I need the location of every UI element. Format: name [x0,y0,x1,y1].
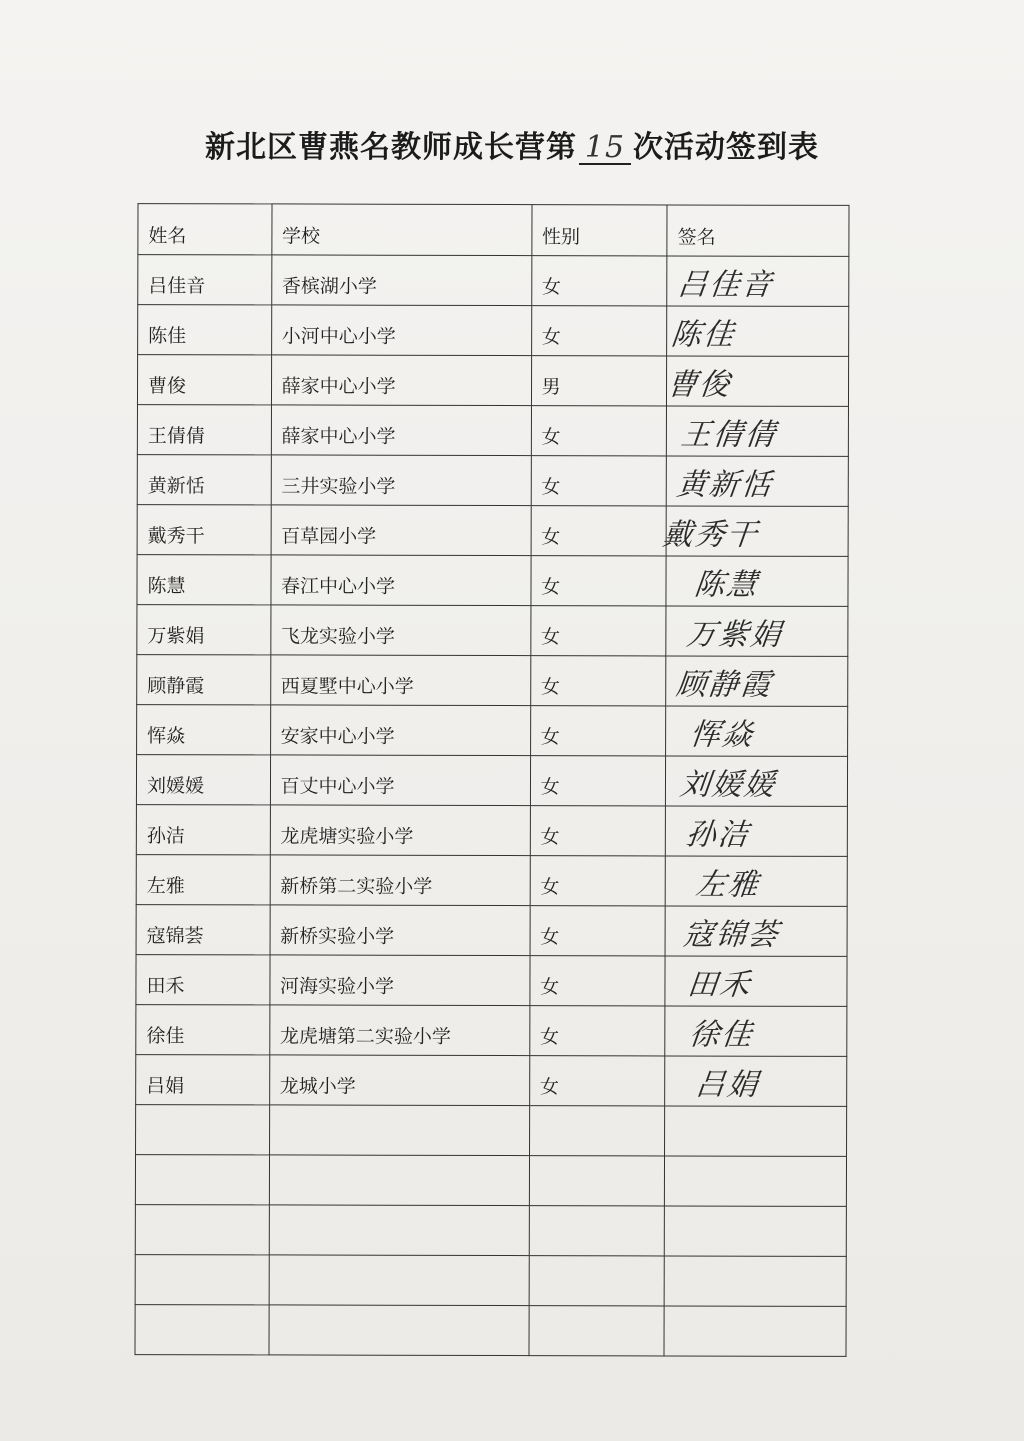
cell-school: 香槟湖小学 [271,255,531,306]
empty-cell [136,1105,270,1155]
title-prefix: 新北区曹燕名教师成长营第 [205,130,577,165]
cell-signature [665,906,847,956]
cell-gender: 女 [530,906,666,956]
handwritten-signature: 顾静霞 [674,667,775,703]
cell-signature [667,306,849,356]
cell-signature [665,1006,847,1056]
cell-name: 万紫娟 [137,605,271,655]
handwritten-signature: 吕娟 [693,1067,762,1103]
cell-school: 春江中心小学 [271,555,531,606]
table-row [136,755,847,807]
empty-cell [135,1155,269,1205]
header-signature: 签名 [667,205,849,256]
cell-gender: 女 [531,506,667,556]
empty-table-row [135,1155,846,1207]
cell-name: 徐佳 [136,1005,270,1055]
title-suffix: 次活动签到表 [633,130,819,165]
table-row [137,655,848,707]
handwritten-signature: 寇锦荟 [681,917,782,953]
cell-school: 龙虎塘实验小学 [270,805,530,856]
cell-school: 百草园小学 [271,505,531,556]
empty-cell [529,1256,665,1306]
table-row [136,1055,847,1107]
handwritten-signature: 王倩倩 [679,417,780,453]
sign-in-table [134,203,849,1357]
table-header-row [138,204,849,257]
cell-school: 龙城小学 [269,1055,529,1106]
cell-gender: 女 [530,806,666,856]
cell-gender: 女 [531,306,667,356]
cell-school: 新桥第二实验小学 [270,855,530,906]
cell-name: 左雅 [136,855,270,905]
handwritten-signature: 恽焱 [688,717,757,753]
cell-gender: 女 [530,606,666,656]
handwritten-signature: 曹俊 [665,367,734,403]
table-row [136,855,847,907]
table-row [138,305,849,357]
cell-name: 曹俊 [137,355,271,405]
cell-gender: 女 [531,256,667,306]
cell-signature [666,756,848,806]
handwritten-signature: 戴秀干 [661,517,761,553]
empty-cell [135,1255,269,1305]
empty-cell [135,1305,269,1355]
cell-gender: 女 [530,856,666,906]
empty-cell [529,1106,665,1156]
cell-name: 吕佳音 [138,255,272,305]
handwritten-signature: 陈佳 [669,317,738,353]
handwritten-signature: 万紫娟 [684,617,785,653]
empty-cell [269,1155,529,1206]
empty-cell [269,1255,529,1306]
empty-cell [529,1206,665,1256]
table-row [136,955,847,1007]
empty-cell [269,1105,529,1156]
table-row [137,455,848,507]
cell-name: 寇锦荟 [136,905,270,955]
cell-school: 龙虎塘第二实验小学 [269,1005,529,1056]
cell-school: 安家中心小学 [270,705,530,756]
cell-name: 顾静霞 [137,655,271,705]
cell-gender: 女 [530,956,666,1006]
cell-name: 戴秀干 [137,505,271,555]
cell-gender: 女 [530,656,666,706]
session-number: 15 [579,133,631,165]
cell-name: 田禾 [136,955,270,1005]
cell-signature [666,606,848,656]
table-row [136,1005,847,1057]
empty-cell [529,1156,665,1206]
handwritten-signature: 陈慧 [692,567,761,603]
empty-table-row [135,1305,846,1357]
table-body [135,255,849,1357]
table-row [136,805,847,857]
cell-school: 小河中心小学 [271,305,531,356]
cell-signature [666,706,848,756]
table-row [137,605,848,657]
table-row [137,555,848,607]
handwritten-signature: 孙洁 [684,817,753,853]
cell-school: 百丈中心小学 [270,755,530,806]
header-name: 姓名 [138,204,272,255]
cell-name: 陈佳 [138,305,272,355]
cell-school: 飞龙实验小学 [270,605,530,656]
cell-signature [665,956,847,1006]
handwritten-signature: 刘媛媛 [678,767,779,803]
cell-school: 薛家中心小学 [271,355,531,406]
cell-signature [666,656,848,706]
cell-name: 吕娟 [136,1055,270,1105]
cell-gender: 女 [531,406,667,456]
empty-cell [664,1306,846,1356]
cell-signature [667,256,849,306]
table-row [138,255,849,307]
empty-cell [665,1106,847,1156]
cell-name: 王倩倩 [137,405,271,455]
cell-school: 新桥实验小学 [270,905,530,956]
empty-cell [665,1156,847,1206]
cell-gender: 女 [531,456,667,506]
cell-name: 恽焱 [137,705,271,755]
empty-cell [529,1306,665,1356]
cell-school: 西夏墅中心小学 [270,655,530,706]
cell-name: 孙洁 [136,805,270,855]
handwritten-signature: 左雅 [694,867,762,903]
cell-signature [661,506,848,556]
cell-school: 薛家中心小学 [271,405,531,456]
empty-cell [269,1305,529,1356]
handwritten-signature: 徐佳 [687,1017,756,1053]
table-row [137,705,848,757]
cell-gender: 女 [530,756,666,806]
handwritten-signature: 黄新恬 [675,467,775,503]
cell-signature [666,806,848,856]
cell-name: 刘媛媛 [136,755,270,805]
cell-school: 三井实验小学 [271,455,531,506]
cell-name: 黄新恬 [137,455,271,505]
cell-gender: 女 [530,706,666,756]
cell-name: 陈慧 [137,555,271,605]
cell-gender: 男 [531,356,667,406]
table-row [136,905,847,957]
page-title [0,122,1024,166]
empty-cell [269,1205,529,1256]
empty-cell [664,1256,846,1306]
cell-signature [666,556,848,606]
cell-school: 河海实验小学 [269,955,529,1006]
cell-signature [666,456,848,506]
empty-table-row [135,1255,846,1307]
empty-table-row [136,1105,847,1157]
cell-signature [667,356,849,406]
cell-gender: 女 [529,1056,665,1106]
header-gender: 性别 [532,205,668,256]
empty-table-row [135,1205,846,1257]
handwritten-signature: 田禾 [685,967,754,1003]
cell-signature [665,856,847,906]
empty-cell [135,1205,269,1255]
cell-gender: 女 [531,556,667,606]
cell-signature [665,1056,847,1106]
empty-cell [664,1206,846,1256]
cell-signature [667,406,849,456]
table-row [137,355,848,407]
table-row [137,505,848,557]
cell-gender: 女 [529,1006,665,1056]
header-school: 学校 [271,204,531,256]
table-row [137,405,848,457]
handwritten-signature: 吕佳音 [675,267,776,303]
